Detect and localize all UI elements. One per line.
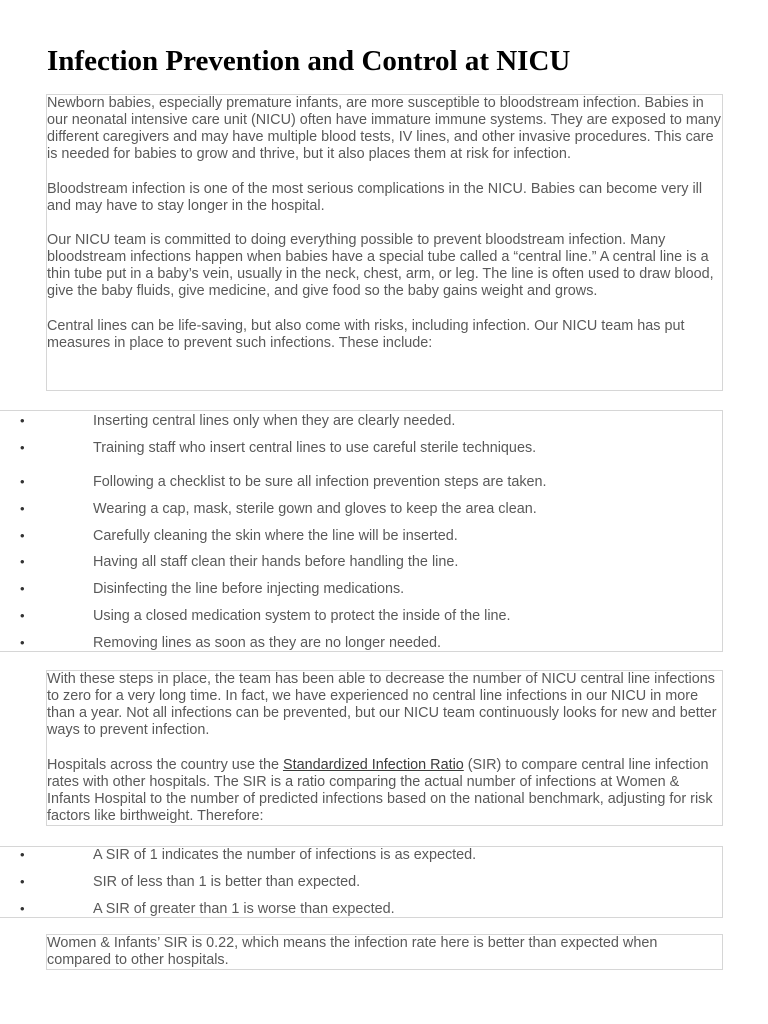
bullet-icon: •: [20, 847, 25, 862]
intro-paragraph: Central lines can be life-saving, but also come with risks, including infection. Our NICU team has put measures in place to prevent such infections. These include:: [47, 317, 685, 351]
list-item: • A SIR of 1 indicates the number of infections is as expected.: [20, 847, 477, 863]
intro-paragraph: Newborn babies, especially premature infants, are more susceptible to bloodstream infection. Babies in our neonatal intensive care unit (NICU) often have immature immune systems. They are exposed to many different caregivers and may have multiple blood tests, IV lines, and other invasive procedures. This care is needed for babies to grow and thrive, but it also places them at risk for infection.: [47, 95, 722, 162]
intro-paragraph: Our NICU team is committed to doing everything possible to prevent bloodstream infection. Many bloodstream infections happen when babies have a special tube called a “central line.” A central line is a thin tube put in a baby’s vein, usually in the neck, chest, arm, or leg. The line is often used to draw blood, give the baby fluids, give medicine, and give food so the baby gains weight and grows.: [47, 232, 714, 299]
bullet-icon: •: [20, 608, 25, 623]
list-item: • Disinfecting the line before injecting medications.: [20, 581, 405, 597]
list-item: • Following a checklist to be sure all infection prevention steps are taken.: [20, 474, 547, 490]
bullet-icon: •: [20, 901, 25, 916]
bullet-icon: •: [20, 501, 25, 516]
bullet-icon: •: [20, 474, 25, 489]
bullet-icon: •: [20, 528, 25, 543]
bullet-icon: •: [20, 581, 25, 596]
bullet-icon: •: [20, 440, 25, 455]
intro-section: [46, 94, 723, 391]
list-item: • Using a closed medication system to protect the inside of the line.: [20, 608, 511, 624]
conclusion-paragraph: Women & Infants’ SIR is 0.22, which means the infection rate here is better than expected when compared to other hospitals.: [47, 935, 658, 968]
bullet-icon: •: [20, 635, 25, 650]
results-paragraph: With these steps in place, the team has been able to decrease the number of NICU central line infections to zero for a very long time. In fact, we have experienced no central line infections in our NICU in more than a year. Not all infections can be prevented, but our NICU team continuously looks for new and better ways to prevent infection.: [47, 671, 717, 738]
sir-interpretation-list: [0, 846, 723, 918]
list-item: • Wearing a cap, mask, sterile gown and gloves to keep the area clean.: [20, 501, 537, 517]
conclusion-section: [46, 934, 723, 970]
bullet-icon: •: [20, 874, 25, 889]
list-item: • A SIR of greater than 1 is worse than expected.: [20, 901, 395, 917]
sir-link[interactable]: Standardized Infection Ratio: [282, 756, 464, 773]
results-section: [46, 670, 723, 826]
bullet-icon: •: [20, 413, 25, 428]
prevention-measures-list: [0, 410, 723, 652]
sir-paragraph: Hospitals across the country use the Standardized Infection Ratio (SIR) to compare central line infection rates with other hospitals. The SIR is a ratio comparing the actual number of infections at Women & Infants Hospital to the number of predicted infections based on the national benchmark, adjusting for risk factors like birthweight. Therefore:: [47, 756, 713, 824]
list-item: • Having all staff clean their hands before handling the line.: [20, 554, 459, 570]
intro-paragraph: Bloodstream infection is one of the most serious complications in the NICU. Babies can become very ill and may have to stay longer in the hospital.: [47, 180, 703, 214]
list-item: • Inserting central lines only when they are clearly needed.: [20, 413, 456, 429]
list-item: • Carefully cleaning the skin where the line will be inserted.: [20, 528, 458, 544]
bullet-icon: •: [20, 554, 25, 569]
list-item: • SIR of less than 1 is better than expected.: [20, 874, 361, 890]
page-title: Infection Prevention and Control at NICU: [47, 45, 571, 77]
list-item: • Training staff who insert central lines to use careful sterile techniques.: [20, 440, 537, 456]
list-item: • Removing lines as soon as they are no longer needed.: [20, 635, 441, 651]
